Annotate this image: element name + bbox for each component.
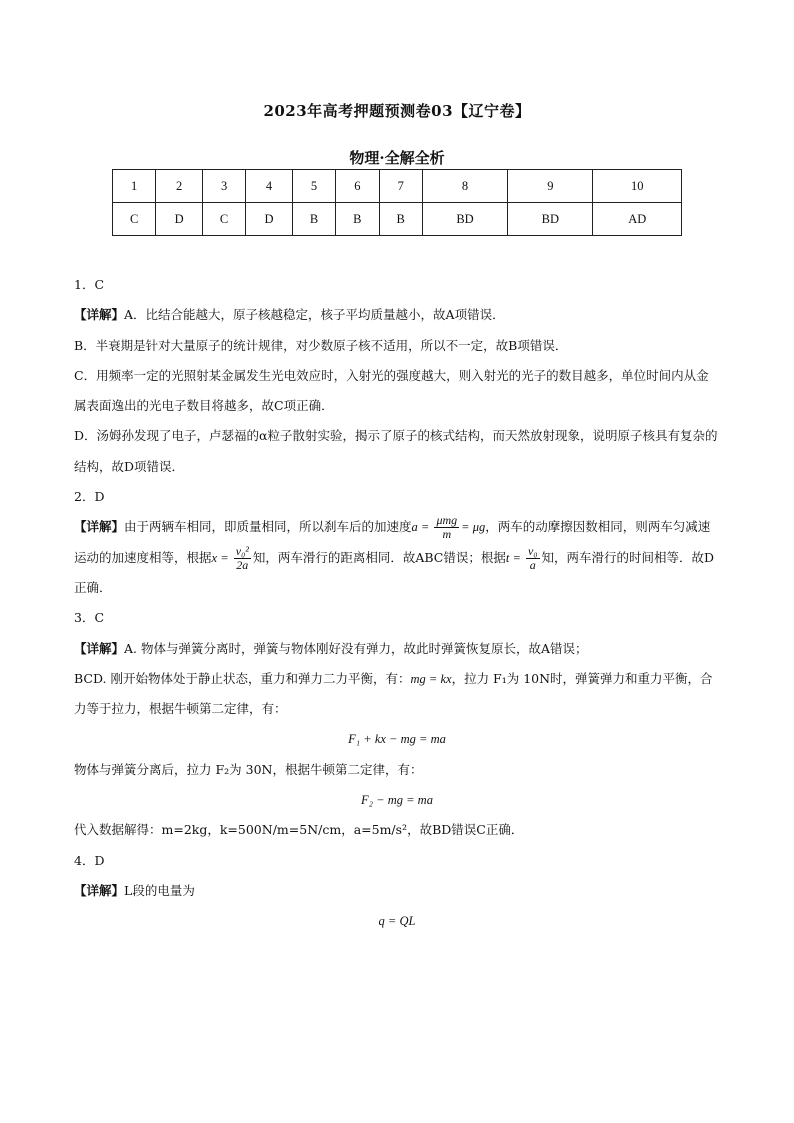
answer-cell: BD [508, 203, 593, 236]
answer-cell: BD [422, 203, 507, 236]
answer-cell: B [379, 203, 422, 236]
explanation-text: 由于两辆车相同，即质量相同，所以刹车后的加速度 [124, 519, 412, 535]
fraction-numerator: v₀² [235, 543, 249, 558]
page-title: 2023年高考押题预测卷03【辽宁卷】 [263, 102, 531, 120]
question-number-cell: 7 [379, 170, 422, 203]
formula-lhs: x = [211, 550, 232, 565]
question-2-heading: 2．D [74, 489, 105, 505]
question-3-after-separation: 物体与弹簧分离后，拉力 F₂为 30N，根据牛顿第二定律，有： [74, 761, 423, 777]
answer-cell: D [246, 203, 293, 236]
fraction-denominator: a [529, 557, 536, 572]
answer-cell: D [156, 203, 203, 236]
acceleration-fraction [434, 514, 459, 541]
answer-table-answer-row [113, 203, 682, 236]
question-number-cell: 8 [422, 170, 507, 203]
distance-fraction [234, 545, 251, 572]
question-1-option-a [74, 300, 720, 330]
explanation-text: A．比结合能越大，原子核越稳定，核子平均质量越小，故A项错误． [124, 307, 505, 323]
formula-lhs: a = [411, 520, 433, 535]
answer-cell: C [202, 203, 245, 236]
fraction-numerator: μmg [436, 513, 458, 528]
answer-cell: C [113, 203, 156, 236]
explanation-text: 知，两车滑行的时间相等．故D正确． [74, 549, 715, 595]
explanation-text: ，两车的动摩擦因数相同，则两车匀减速运动的加速度相等，根据 [74, 519, 711, 565]
explanation-text: BCD. 刚开始物体处于静止状态，重力和弹力二力平衡，有： [74, 670, 411, 686]
question-3-result: 代入数据解得：m=2kg，k=500N/m=5N/cm，a=5m/s²，故BD错误C正确． [74, 822, 524, 838]
question-number-cell: 4 [246, 170, 293, 203]
detail-tag: 【详解】 [74, 519, 125, 535]
question-2-explanation [74, 512, 720, 603]
question-4-explanation [74, 876, 720, 906]
question-1-option-d: D．汤姆孙发现了电子，卢瑟福的α粒子散射实验，揭示了原子的核式结构，而天然放射现象，说明原子核具有复杂的结构，故D项错误． [74, 428, 718, 474]
question-number-cell: 5 [292, 170, 335, 203]
question-1-heading: 1．C [74, 277, 105, 292]
explanation-text: ，拉力 F₁为 10N时，弹簧弹力和重力平衡，合力等于拉力，根据牛顿第二定律，有： [74, 670, 713, 717]
question-4-heading: 4．D [74, 852, 105, 868]
question-1-option-c: C．用频率一定的光照射某金属发生光电效应时，入射光的强度越大，则入射光的光子的数目越多，单位时间内从金属表面逸出的光电子数目将越多，故C项正确． [74, 367, 709, 414]
page-subtitle: 物理·全解全析 [349, 149, 445, 167]
equation-3: q = QL [378, 914, 416, 929]
explanation-text: A. 物体与弹簧分离时，弹簧与物体刚好没有弹力，故此时弹簧恢复原长，故A错误； [124, 640, 588, 656]
answer-cell: B [336, 203, 379, 236]
explanation-text: 知，两车滑行的距离相同．故ABC错误；根据 [252, 549, 506, 565]
detail-tag: 【详解】 [74, 640, 125, 656]
answer-table-number-row [113, 170, 682, 203]
question-number-cell: 1 [113, 170, 156, 203]
question-number-cell: 3 [202, 170, 245, 203]
question-number-cell: 9 [508, 170, 593, 203]
formula-rhs: = μg [461, 520, 486, 535]
answer-cell: B [292, 203, 335, 236]
question-3-option-bcd [74, 664, 720, 725]
solution-body [74, 270, 720, 937]
detail-tag: 【详解】 [74, 882, 125, 898]
equation-2: F₂ − mg = ma [361, 793, 433, 808]
explanation-text: L段的电量为 [124, 882, 195, 898]
fraction-denominator: 2a [236, 557, 249, 572]
equation-1: F₁ + kx − mg = ma [348, 732, 446, 747]
time-fraction [526, 545, 540, 572]
question-3-heading: 3．C [74, 610, 105, 626]
question-number-cell: 10 [593, 170, 682, 203]
question-3-option-a [74, 634, 720, 664]
formula-lhs: t = [505, 550, 525, 565]
question-number-cell: 2 [156, 170, 203, 203]
answer-cell: AD [593, 203, 682, 236]
answer-table [112, 169, 682, 236]
inline-equation: mg = kx [410, 671, 452, 686]
fraction-numerator: v₀ [528, 543, 538, 558]
question-1-option-b: B．半衰期是针对大量原子的统计规律，对少数原子核不适用，所以不一定，故B项错误． [74, 337, 568, 353]
fraction-denominator: m [442, 527, 452, 542]
detail-tag: 【详解】 [74, 307, 125, 323]
question-number-cell: 6 [336, 170, 379, 203]
